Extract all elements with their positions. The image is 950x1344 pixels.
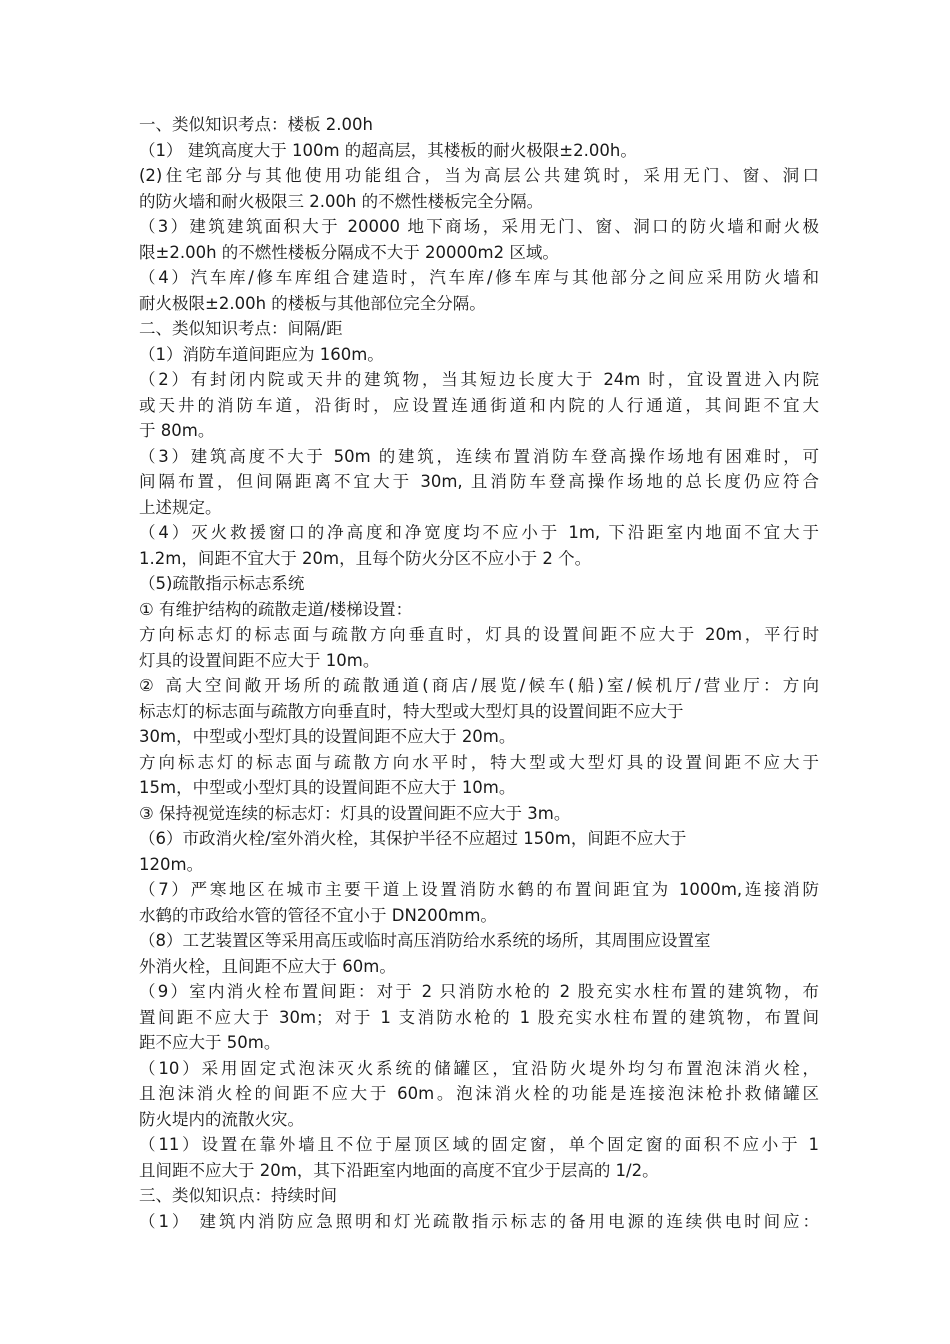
paragraph-line: （1） 建筑高度大于 100m 的超高层，其楼板的耐火极限±2.00h。 <box>139 140 637 160</box>
paragraph-line: （7）严寒地区在城市主要干道上设置消防水鹤的布置间距宜为 1000m,连接消防 <box>139 880 819 899</box>
paragraph-line: （3）建筑高度不大于 50m 的建筑，连续布置消防车登高操作场地有困难时，可 <box>139 446 819 466</box>
paragraph-line: 且泡沫消火栓的间距不应大于 60m。泡沫消火栓的功能是连接泡沫枪扑救储罐区 <box>139 1084 819 1103</box>
section-heading: 二、类似知识考点：间隔/距 <box>139 319 343 338</box>
paragraph-line: （11）设置在靠外墙且不位于屋顶区域的固定窗，单个固定窗的面积不应小于 1 <box>139 1135 819 1154</box>
paragraph-line: 耐火极限±2.00h 的楼板与其他部位完全分隔。 <box>139 293 486 313</box>
paragraph-line: （6）市政消火栓/室外消火栓，其保护半径不应超过 150m，间距不应大于 <box>139 829 687 848</box>
paragraph-line: (2)住宅部分与其他使用功能组合，当为高层公共建筑时，采用无门、窗、洞口 <box>139 166 819 185</box>
paragraph-line: （10）采用固定式泡沫灭火系统的储罐区，宜沿防火堤外均匀布置泡沫消火栓， <box>139 1058 819 1078</box>
paragraph-line: 或天井的消防车道，沿街时，应设置连通街道和内院的人行通道，其间距不宜大 <box>139 395 819 415</box>
paragraph-line: （4）灭火救援窗口的净高度和净宽度均不应小于 1m, 下沿距室内地面不宜大于 <box>139 523 819 542</box>
paragraph-line: 置间距不应大于 30m；对于 1 支消防水枪的 1 股充实水柱布置的建筑物，布置间 <box>139 1007 819 1027</box>
paragraph-line: 15m，中型或小型灯具的设置间距不应大于 10m。 <box>139 778 516 797</box>
paragraph-line: 水鹤的市政给水管的管径不宜小于 DN200mm。 <box>139 905 497 925</box>
paragraph-line: 120m。 <box>139 854 204 874</box>
paragraph-line: 标志灯的标志面与疏散方向垂直时，特大型或大型灯具的设置间距不应大于 <box>139 701 684 721</box>
paragraph-line: 外消火栓，且间距不应大于 60m。 <box>139 956 396 976</box>
paragraph-line: （9）室内消火栓布置间距：对于 2 只消防水枪的 2 股充实水柱布置的建筑物，布 <box>139 982 819 1001</box>
paragraph-line: ③ 保持视觉连续的标志灯：灯具的设置间距不应大于 3m。 <box>139 803 571 823</box>
paragraph-line: （5)疏散指示标志系统 <box>139 574 305 593</box>
paragraph-line: （3）建筑建筑面积大于 20000 地下商场，采用无门、窗、洞口的防火墙和耐火极 <box>139 217 819 236</box>
paragraph-line: 距不应大于 50m。 <box>139 1033 281 1052</box>
paragraph-line: 间隔布置，但间隔距离不宜大于 30m, 且消防车登高操作场地的总长度仍应符合 <box>139 472 819 491</box>
paragraph-line: 于 80m。 <box>139 421 215 440</box>
paragraph-line: （8）工艺装置区等采用高压或临时高压消防给水系统的场所，其周围应设置室 <box>139 931 711 950</box>
paragraph-line: ② 高大空间敞开场所的疏散通道(商店/展览/候车(船)室/候机厅/营业厅：方向 <box>139 676 819 695</box>
paragraph-line: 灯具的设置间距不应大于 10m。 <box>139 650 380 670</box>
paragraph-line: ① 有维护结构的疏散走道/楼梯设置： <box>139 599 413 619</box>
section-heading: 三、类似知识点：持续时间 <box>139 1186 337 1205</box>
paragraph-line: 且间距不应大于 20m，其下沿距室内地面的高度不宜少于层高的 1/2。 <box>139 1160 659 1180</box>
paragraph-line: 30m，中型或小型灯具的设置间距不应大于 20m。 <box>139 727 516 746</box>
paragraph-line: 1.2m，间距不宜大于 20m，且每个防火分区不应小于 2 个。 <box>139 548 592 568</box>
paragraph-line: 方向标志灯的标志面与疏散方向垂直时，灯具的设置间距不应大于 20m，平行时 <box>139 625 819 644</box>
paragraph-line: （1） 建筑内消防应急照明和灯光疏散指示标志的备用电源的连续供电时间应： <box>139 1211 819 1231</box>
paragraph-line: 限±2.00h 的不燃性楼板分隔成不大于 20000m2 区域。 <box>139 242 559 262</box>
paragraph-line: （2）有封闭内院或天井的建筑物，当其短边长度大于 24m 时，宜设置进入内院 <box>139 370 819 389</box>
paragraph-line: 的防火墙和耐火极限三 2.00h 的不燃性楼板完全分隔。 <box>139 191 544 211</box>
paragraph-line: 上述规定。 <box>139 497 222 517</box>
document-body <box>139 112 819 1234</box>
paragraph-line: （4）汽车库/修车库组合建造时，汽车库/修车库与其他部分之间应采用防火墙和 <box>139 268 819 287</box>
paragraph-line: 方向标志灯的标志面与疏散方向水平时，特大型或大型灯具的设置间距不应大于 <box>139 752 819 772</box>
paragraph-line: （1）消防车道间距应为 160m。 <box>139 344 384 364</box>
section-heading: 一、类似知识考点：楼板 2.00h <box>139 115 373 134</box>
paragraph-line: 防火堤内的流散火灾。 <box>139 1109 304 1129</box>
